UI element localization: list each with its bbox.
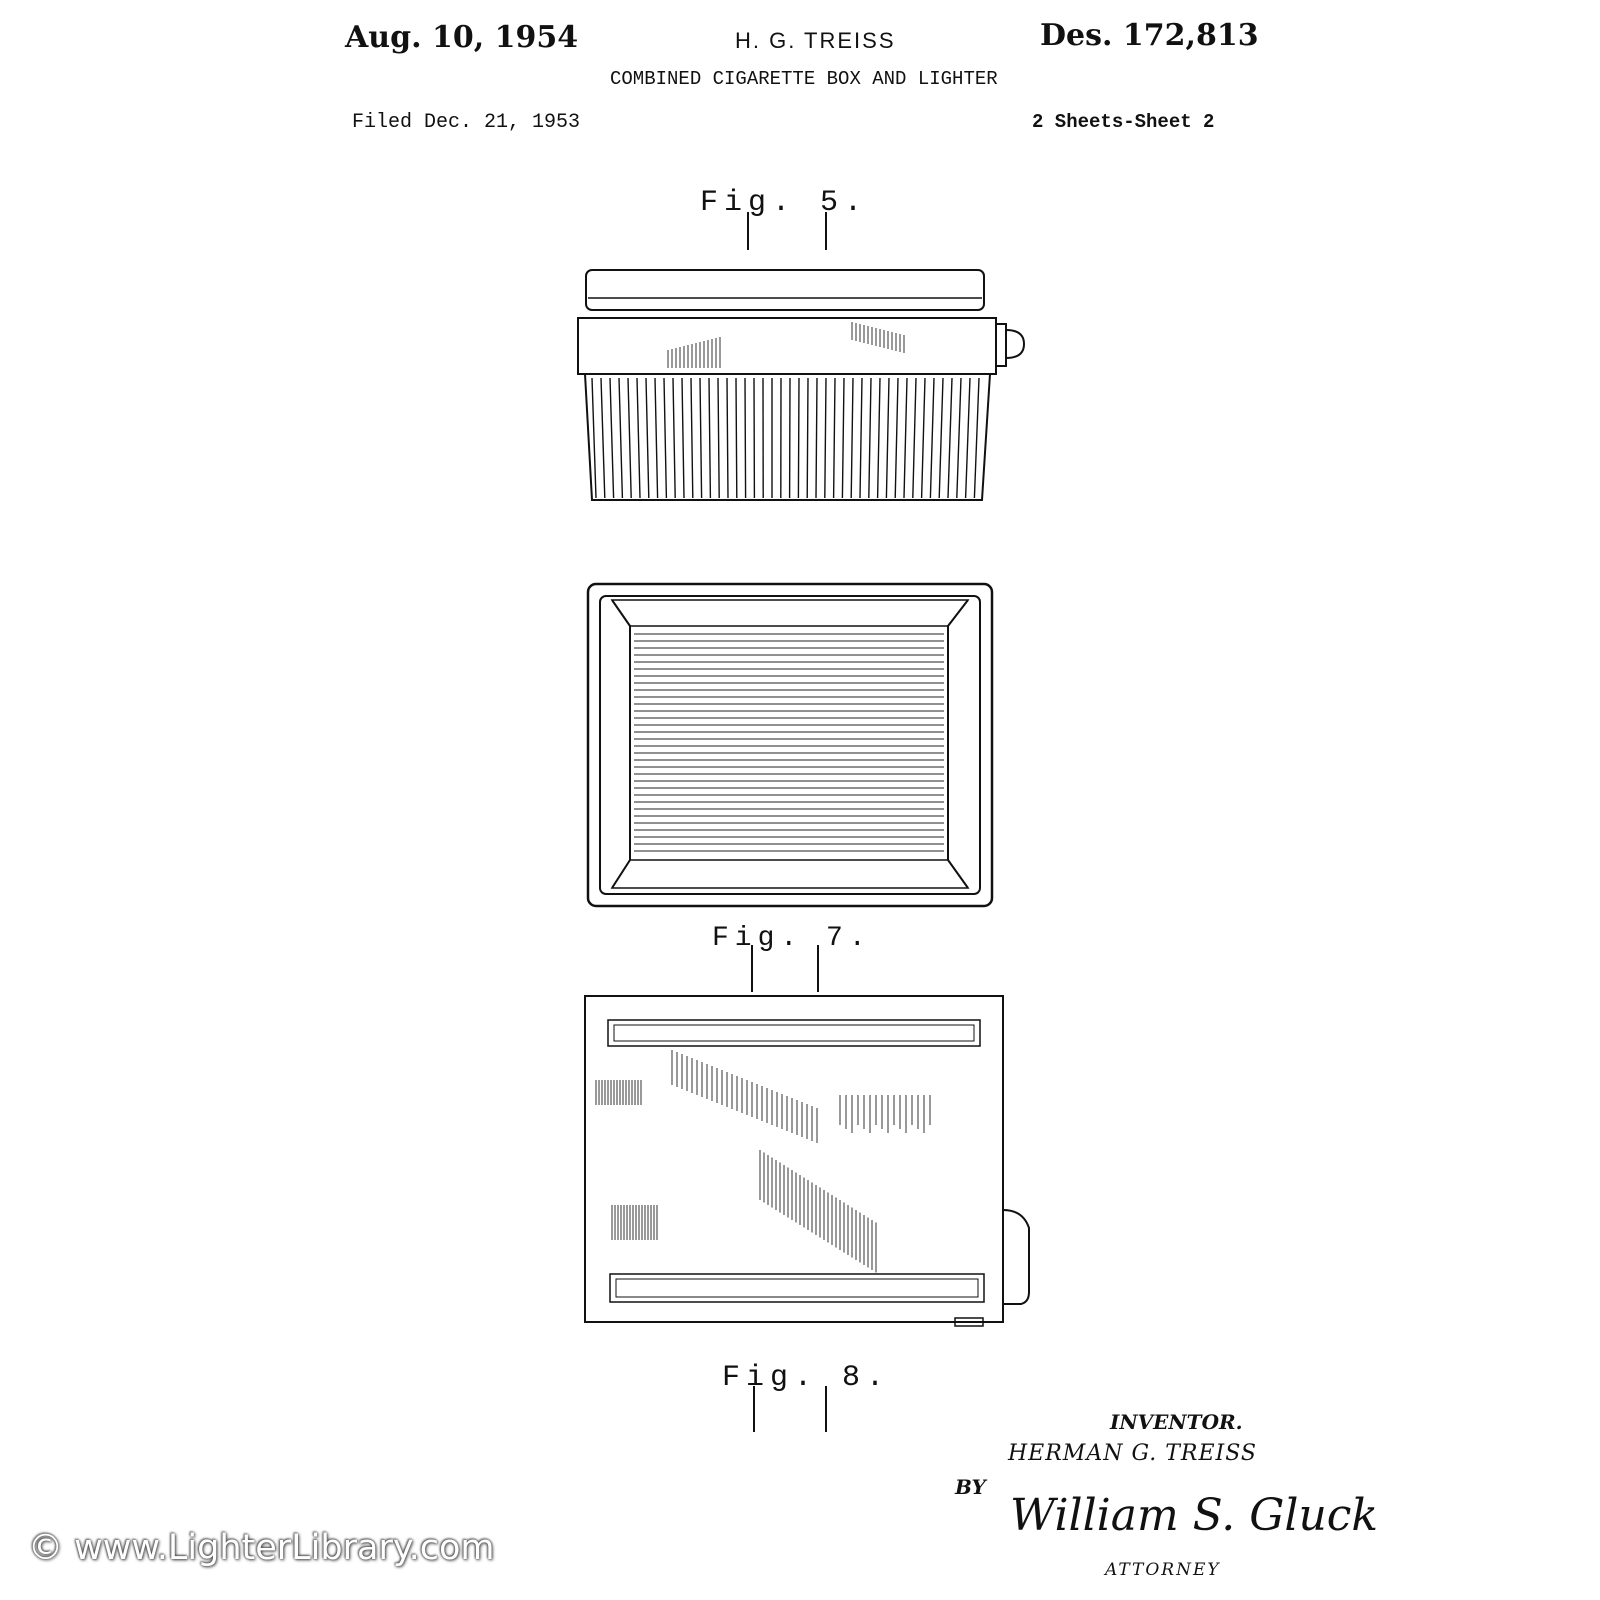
by-label: BY [955, 1475, 986, 1499]
inventor-name: HERMAN G. TREISS [1008, 1441, 1257, 1466]
patent-title: COMBINED CIGARETTE BOX AND LIGHTER [610, 68, 998, 90]
sheet-count: 2 Sheets-Sheet 2 [1032, 111, 1215, 133]
attorney-label: ATTORNEY [1105, 1560, 1221, 1580]
patent-date: Aug. 10, 1954 [345, 20, 579, 55]
fig5-side-view [578, 270, 1024, 500]
fig7-bottom-view [585, 996, 1029, 1326]
fig7-label-artwork [712, 923, 872, 992]
tray-top-view [588, 584, 992, 906]
fig8-label: Fig. 8. [722, 1361, 891, 1395]
attorney-signature-text: William S. Gluck [1010, 1490, 1379, 1541]
fig5-label-artwork [700, 186, 868, 250]
fig8-label-artwork [722, 1361, 890, 1432]
inventor-name-header: H. G. TREISS [735, 28, 896, 53]
watermark: © www.LighterLibrary.com [28, 1528, 495, 1568]
inventor-heading: INVENTOR. [1110, 1410, 1243, 1434]
fig7-label: Fig. 7. [712, 923, 872, 954]
attorney-signature [1010, 1490, 1378, 1541]
patent-number: Des. 172,813 [1040, 18, 1259, 53]
fig5-label: Fig. 5. [700, 186, 869, 220]
filed-date: Filed Dec. 21, 1953 [352, 111, 581, 134]
